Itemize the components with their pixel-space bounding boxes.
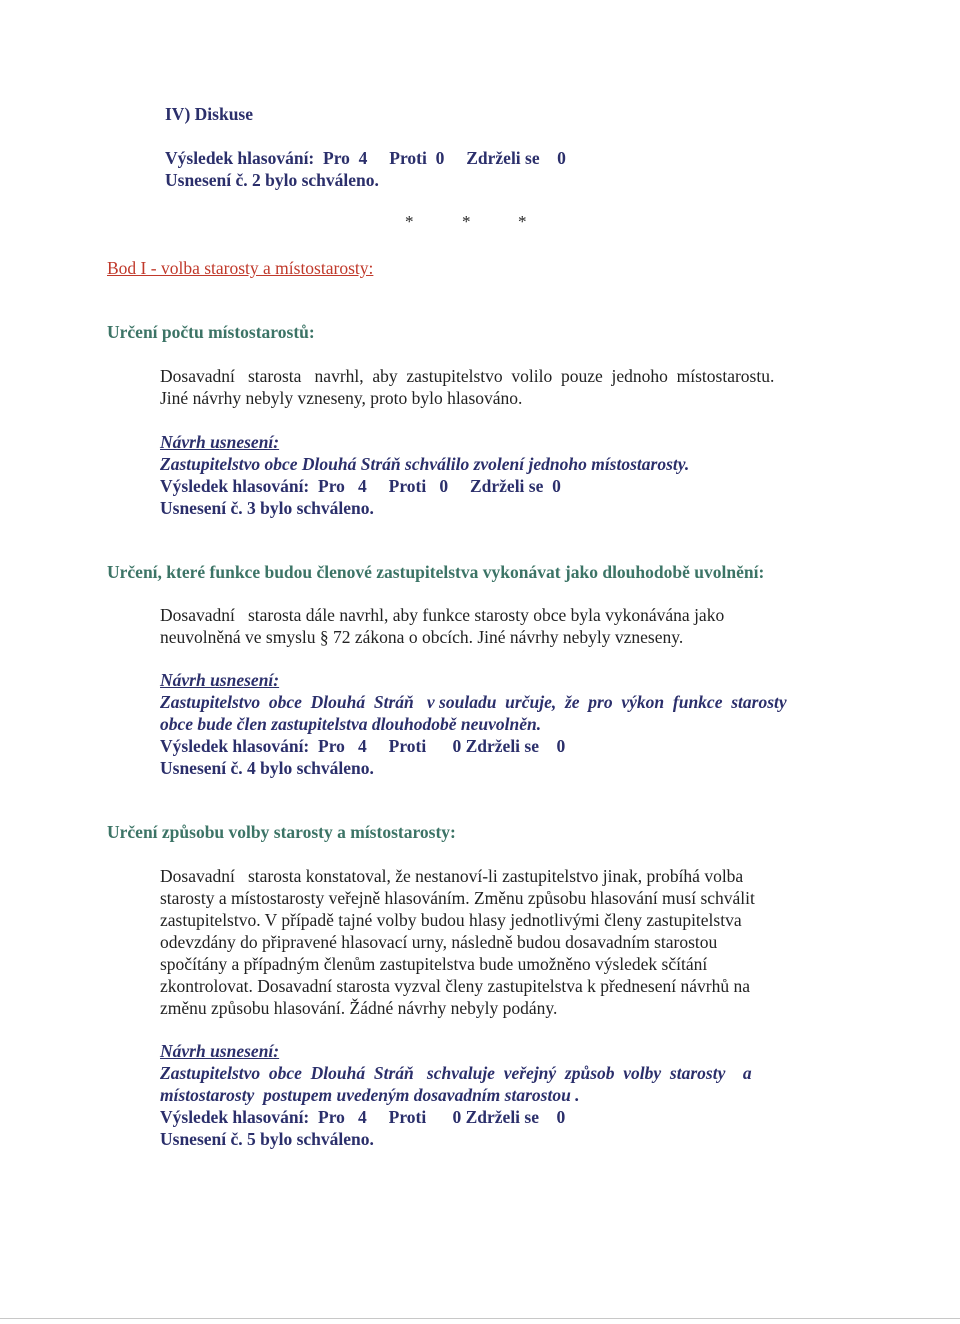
separator-star: * <box>462 212 471 231</box>
subsection-heading: Určení počtu místostarostů: <box>107 322 315 342</box>
proposal-text: místostarosty postupem uvedeným dosavadním starostou . <box>160 1085 580 1105</box>
section-heading: IV) Diskuse <box>165 104 254 124</box>
resolution-status: Usnesení č. 5 bylo schváleno. <box>160 1129 374 1149</box>
proposal-label: Návrh usnesení: <box>160 432 280 452</box>
paragraph-line: Dosavadní starosta navrhl, aby zastupitelstvo volilo pouze jednoho místostarostu. <box>160 366 775 386</box>
separator-star: * <box>405 212 414 231</box>
paragraph-line: spočítány a případným členům zastupitelstva bude umožněno výsledek sčítání <box>160 954 708 974</box>
proposal-text: Zastupitelstvo obce Dlouhá Stráň schvaluje veřejný způsob volby starosty a <box>160 1063 752 1083</box>
agenda-item-title: Bod I - volba starosty a místostarosty: <box>107 258 374 278</box>
subsection-heading: Určení způsobu volby starosty a místostarosty: <box>107 822 456 842</box>
vote-result: Výsledek hlasování: Pro 4 Proti 0 Zdrželi se 0 <box>165 148 566 168</box>
proposal-label: Návrh usnesení: <box>160 1041 280 1061</box>
resolution-status: Usnesení č. 3 bylo schváleno. <box>160 498 374 518</box>
vote-result: Výsledek hlasování: Pro 4 Proti 0 Zdrželi se 0 <box>160 476 561 496</box>
proposal-label: Návrh usnesení: <box>160 670 280 690</box>
resolution-status: Usnesení č. 4 bylo schváleno. <box>160 758 374 778</box>
subsection-heading: Určení, které funkce budou členové zastupitelstva vykonávat jako dlouhodobě uvolnění: <box>107 562 765 582</box>
paragraph-line: neuvolněná ve smyslu § 72 zákona o obcích. Jiné návrhy nebyly vzneseny. <box>160 627 684 647</box>
paragraph-line: starosty a místostarosty veřejně hlasováním. Změnu způsobu hlasování musí schválit <box>160 888 755 908</box>
paragraph-line: změnu způsobu hlasování. Žádné návrhy nebyly podány. <box>160 998 558 1018</box>
paragraph-line: zkontrolovat. Dosavadní starosta vyzval členy zastupitelstva k přednesení návrhů na <box>160 976 750 996</box>
vote-result: Výsledek hlasování: Pro 4 Proti 0 Zdrželi se 0 <box>160 1107 566 1127</box>
vote-result: Výsledek hlasování: Pro 4 Proti 0 Zdrželi se 0 <box>160 736 566 756</box>
separator-star: * <box>518 212 527 231</box>
paragraph-line: odevzdány do připravené hlasovací urny, následně budou dosavadním starostou <box>160 932 718 952</box>
proposal-text: Zastupitelstvo obce Dlouhá Stráň v souladu určuje, že pro výkon funkce starosty <box>160 692 787 712</box>
paragraph-line: Dosavadní starosta konstatoval, že nestanoví-li zastupitelstvo jinak, probíhá volba <box>160 866 744 886</box>
proposal-text: Zastupitelstvo obce Dlouhá Stráň schválilo zvolení jednoho místostarosty. <box>160 454 690 474</box>
page-edge <box>0 1318 960 1319</box>
proposal-text: obce bude člen zastupitelstva dlouhodobě neuvolněn. <box>160 714 542 734</box>
separator <box>0 212 960 232</box>
paragraph-line: Jiné návrhy nebyly vzneseny, proto bylo hlasováno. <box>160 388 523 408</box>
paragraph-line: zastupitelstvo. V případě tajné volby budou hlasy jednotlivými členy zastupitelstva <box>160 910 742 930</box>
resolution-status: Usnesení č. 2 bylo schváleno. <box>165 170 379 190</box>
paragraph-line: Dosavadní starosta dále navrhl, aby funkce starosty obce byla vykonávána jako <box>160 605 725 625</box>
